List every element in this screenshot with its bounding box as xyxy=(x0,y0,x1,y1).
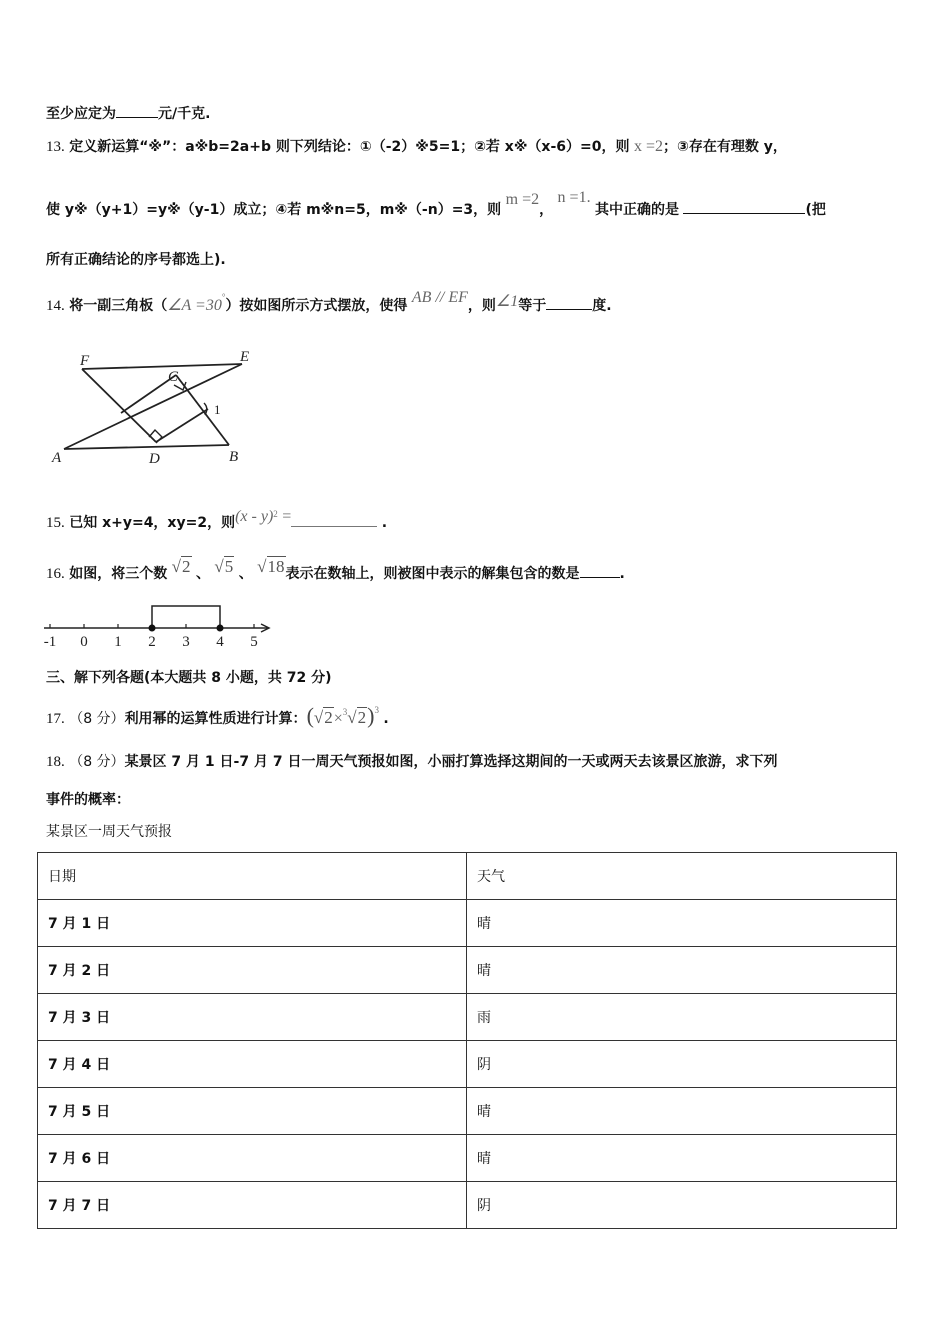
tick-label: 3 xyxy=(182,634,190,650)
label-B: B xyxy=(229,449,239,465)
sqrt-18: √18 xyxy=(257,557,285,576)
table-row xyxy=(38,1135,897,1182)
tick-label: -1 xyxy=(43,634,57,650)
cell-weather: 阴 xyxy=(467,1041,897,1088)
cell-weather: 阴 xyxy=(467,1182,897,1229)
label-angle-1: 1 xyxy=(214,402,221,417)
sqrt-2: √2 xyxy=(171,557,191,576)
cell-date: 7 月 3 日 xyxy=(38,994,467,1041)
cell-date: 7 月 7 日 xyxy=(38,1182,467,1229)
header-weather: 天气 xyxy=(467,853,897,900)
table-row xyxy=(38,947,897,994)
paren-close: ) xyxy=(367,703,375,728)
line-D-right xyxy=(156,409,208,442)
q15-line: 15. 已知 x+y=4，xy=2，则(x - y)$^2$ = . xyxy=(46,508,388,531)
number-line-figure xyxy=(40,600,280,652)
weather-table xyxy=(37,852,897,1229)
q13-line2: 使 y※（y+1）=y※（y-1）成立；④若 m※n=5，m※（-n）=3，则 m =2， n =1. 其中正确的是 (把 xyxy=(46,189,826,218)
cell-weather: 晴 xyxy=(467,1135,897,1182)
label-C: C xyxy=(168,369,179,385)
q13-line3: 所有正确结论的序号都选上). xyxy=(46,252,226,268)
cell-date: 7 月 6 日 xyxy=(38,1135,467,1182)
cell-weather: 晴 xyxy=(467,900,897,947)
cell-date: 7 月 4 日 xyxy=(38,1041,467,1088)
tick-label: 0 xyxy=(80,634,88,650)
table-row xyxy=(38,1041,897,1088)
label-E: E xyxy=(240,349,250,365)
label-D: D xyxy=(149,451,160,467)
label-F: F xyxy=(80,353,90,369)
line-AB xyxy=(64,445,229,449)
cell-weather: 晴 xyxy=(467,1088,897,1135)
tick-label: 5 xyxy=(250,634,258,650)
cell-date: 7 月 1 日 xyxy=(38,900,467,947)
table-caption: 某景区一周天气预报 xyxy=(46,824,172,840)
tick-label: 2 xyxy=(148,634,156,650)
q13-line1: 13. 定义新运算“※”：a※b=2a+b 则下列结论：①（-2）※5=1；②若 x※（x-6）=0，则 x =2；③存在有理数 y， xyxy=(46,138,787,155)
closed-point xyxy=(149,625,156,632)
line-FD xyxy=(82,369,156,442)
label-A: A xyxy=(52,450,62,466)
answer-blank xyxy=(580,563,620,578)
answer-blank xyxy=(291,512,377,527)
q14-line: 14. 将一副三角板（∠A =30°）按如图所示方式摆放，使得 AB // EF，则∠1等于 度. xyxy=(46,289,612,314)
tick-label: 1 xyxy=(114,634,122,650)
line-FE xyxy=(82,364,242,369)
paren-open: ( xyxy=(306,703,314,728)
q18-line1: 18. （8 分）某景区 7 月 1 日-7 月 7 日一周天气预报如图，小丽打算选择这期间的一天或两天去该景区旅游，求下列 xyxy=(46,754,778,770)
q12-tail: 至少应定为 元/千克. xyxy=(46,103,210,124)
answer-blank xyxy=(683,199,805,214)
tick-label: 4 xyxy=(216,634,224,650)
table-row xyxy=(38,994,897,1041)
triangle-figure xyxy=(46,345,266,470)
cell-date: 7 月 5 日 xyxy=(38,1088,467,1135)
answer-blank xyxy=(116,103,158,118)
header-date: 日期 xyxy=(38,853,467,900)
table-row xyxy=(38,1182,897,1229)
cell-weather: 雨 xyxy=(467,994,897,1041)
table-row xyxy=(38,1088,897,1135)
cell-weather: 晴 xyxy=(467,947,897,994)
sqrt-2: √2 xyxy=(313,708,333,727)
section-3-heading: 三、解下列各题(本大题共 8 小题，共 72 分) xyxy=(46,670,332,686)
q16-line: 16. 如图，将三个数 √2 、 √5 、 √18表示在数轴上，则被图中表示的解集包含的数是 . xyxy=(46,557,625,582)
cell-date: 7 月 2 日 xyxy=(38,947,467,994)
closed-point xyxy=(217,625,224,632)
table-header-row xyxy=(38,853,897,900)
cuberoot-2: √2 xyxy=(347,708,367,727)
q17-line: 17. （8 分）利用幂的运算性质进行计算：$(√2\times^3√2)^3$ . xyxy=(46,703,389,728)
table-row xyxy=(38,900,897,947)
sqrt-5: √5 xyxy=(214,557,234,576)
q18-line2: 事件的概率： xyxy=(46,792,130,808)
answer-blank xyxy=(546,295,592,310)
